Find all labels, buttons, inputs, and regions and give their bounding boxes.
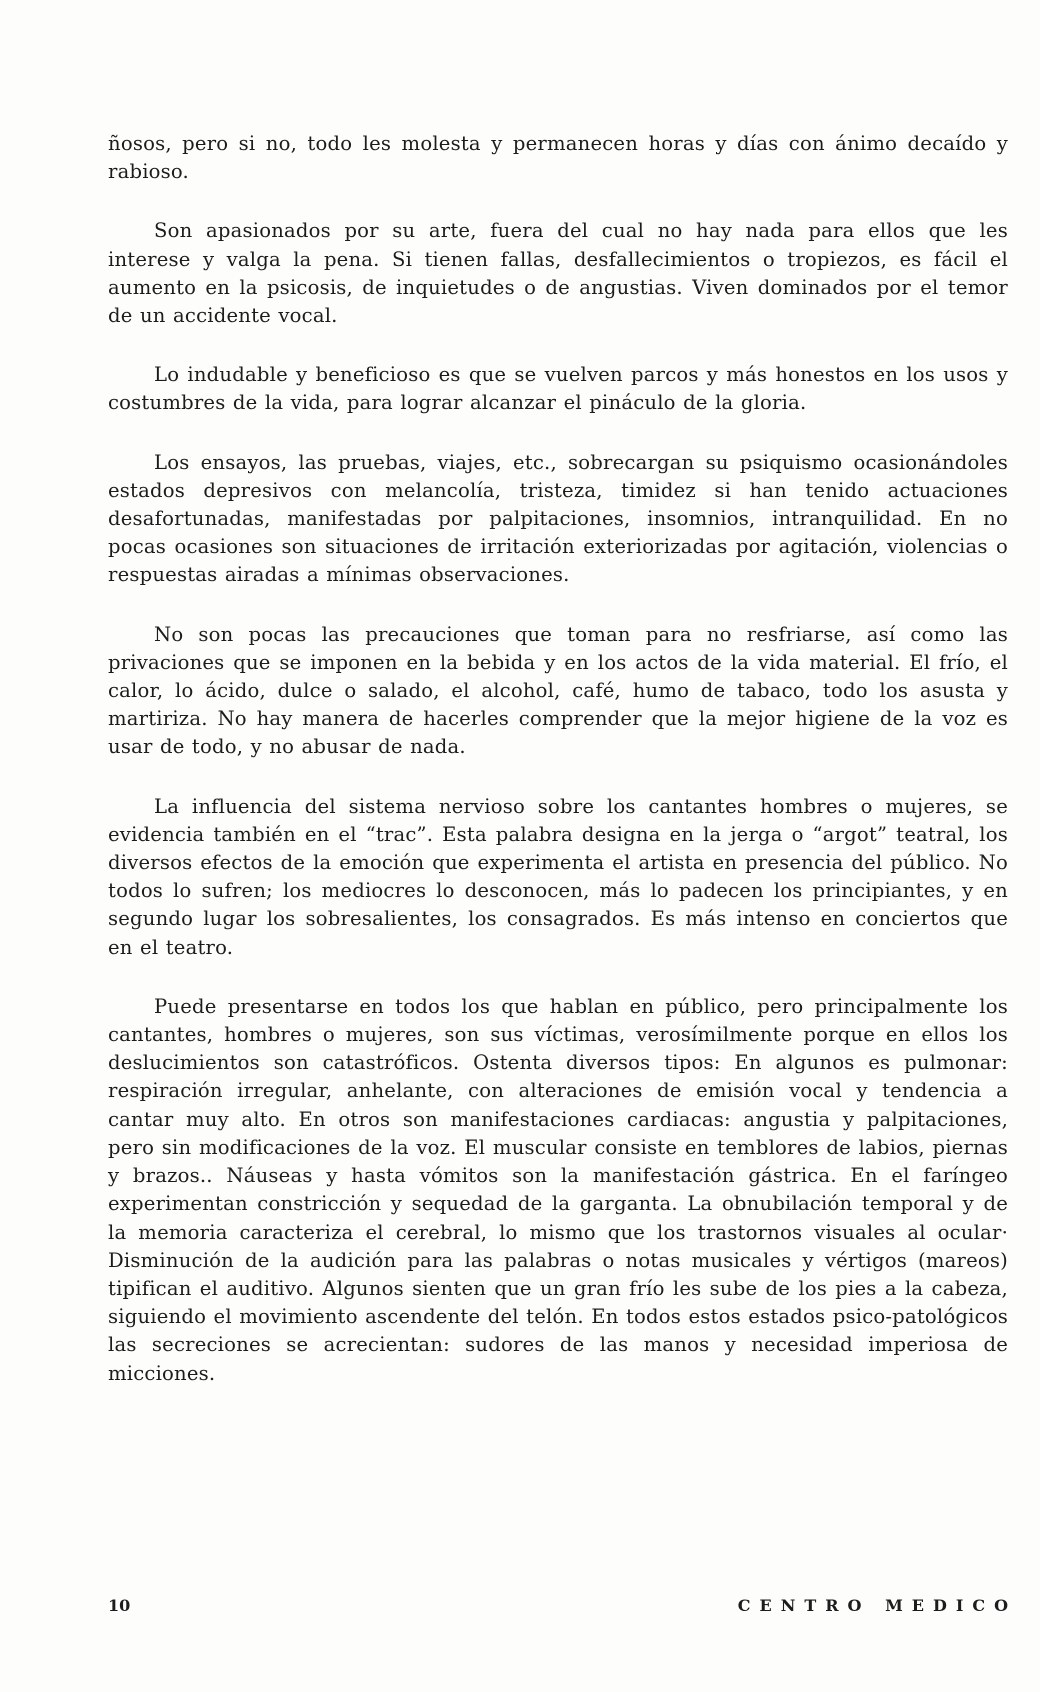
page-number: 10 xyxy=(108,1596,131,1615)
page-footer xyxy=(108,1596,1017,1620)
paragraph: Los ensayos, las pruebas, viajes, etc., sobrecargan su psiquismo ocasionándoles estados depresivos con melancolía, tristeza, timidez si han tenido actuaciones desafortunadas, manifestadas por palpitaciones, insomnios, intranquilidad. En no pocas ocasiones son situaciones de irritación exteriorizadas por agitación, violencias o respuestas airadas a mínimas observaciones. xyxy=(108,450,1008,587)
paragraph: Lo indudable y beneficioso es que se vuelven parcos y más honestos en los usos y costumbres de la vida, para lograr alcanzar el pináculo de la gloria. xyxy=(108,363,1008,415)
running-head: CENTRO MEDICO xyxy=(737,1596,1017,1615)
paragraph: Puede presentarse en todos los que hablan en público, pero principalmente los cantantes, hombres o mujeres, son sus víctimas, verosímilmente porque en ellos los deslucimientos son catastróficos. Ostenta diversos tipos: En algunos es pulmonar: respiración irregular, anhelante, con alteraciones de emisión vocal y tendencia a cantar muy alto. En otros son manifestaciones cardiacas: angustia y palpitaciones, pero sin modificaciones de la voz. El muscular consiste en temblores de labios, piernas y brazos.. Náuseas y hasta vómitos son la manifestación gástrica. En el faríngeo experimentan constricción y sequedad de la garganta. La obnubilación temporal y de la memoria caracteriza el cerebral, lo mismo que los trastornos visuales al ocular· Disminución de la audición para las palabras o notas musicales y vértigos (mareos) tipifican el auditivo. Algunos sienten que un gran frío les sube de los pies a la cabeza, siguiendo el movimiento ascendente del telón. En todos estos estados psico-patológicos las secreciones se acrecientan: sudores de las manos y necesidad imperiosa de micciones. xyxy=(108,994,1008,1385)
paragraph-continuation: ñosos, pero si no, todo les molesta y permanecen horas y días con ánimo decaído y rabioso. xyxy=(108,132,1008,184)
paragraph: La influencia del sistema nervioso sobre los cantantes hombres o mujeres, se evidencia también en el “trac”. Esta palabra designa en la jerga o “argot” teatral, los diversos efectos de la emoción que experimenta el artista en presencia del público. No todos lo sufren; los mediocres lo desconocen, más lo padecen los principiantes, y en segundo lugar los sobresalientes, los consagrados. Es más intenso en conciertos que en el teatro. xyxy=(108,794,1008,959)
body-text xyxy=(108,130,1008,1419)
paragraph: No son pocas las precauciones que toman para no resfriarse, así como las privaciones que se imponen en la bebida y en los actos de la vida material. El frío, el calor, lo ácido, dulce o salado, el alcohol, café, humo de tabaco, todo los asusta y martiriza. No hay manera de hacerles comprender que la mejor higiene de la voz es usar de todo, y no abusar de nada. xyxy=(108,622,1008,759)
paragraph: Son apasionados por su arte, fuera del cual no hay nada para ellos que les interese y valga la pena. Si tienen fallas, desfallecimientos o tropiezos, es fácil el aumento en la psicosis, de inquietudes o de angustias. Viven dominados por el temor de un accidente vocal. xyxy=(108,219,1008,328)
